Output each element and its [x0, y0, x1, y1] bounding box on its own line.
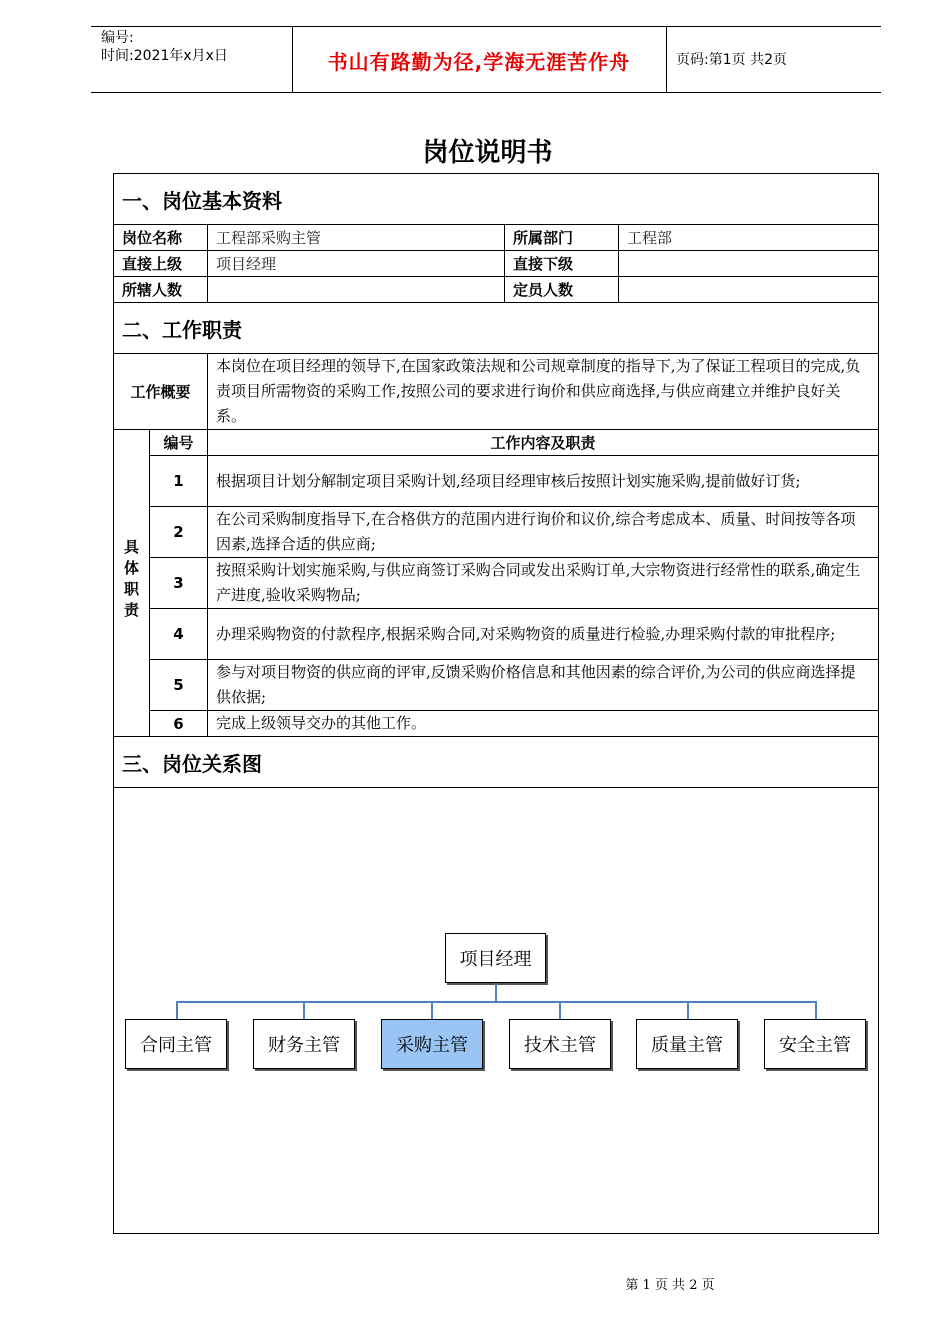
value-position-name: 工程部采购主管 — [208, 225, 505, 251]
duty-number: 1 — [150, 456, 208, 507]
org-connector — [176, 1001, 178, 1019]
value-staff-count — [208, 277, 505, 303]
org-connector — [495, 983, 497, 1002]
duty-number: 3 — [150, 558, 208, 609]
duty-number: 4 — [150, 609, 208, 660]
label-headcount: 定员人数 — [505, 277, 619, 303]
page-title: 岗位说明书 — [422, 138, 553, 168]
org-connector — [815, 1001, 817, 1019]
org-box-safety: 安全主管 — [764, 1019, 866, 1069]
duty-number: 2 — [150, 507, 208, 558]
org-box-top: 项目经理 — [445, 933, 546, 983]
duty-text: 在公司采购制度指导下,在合格供方的范围内进行询价和议价,综合考虑成本、质量、时间按等各项因素,选择合适的供应商; — [208, 507, 879, 558]
org-box-quality: 质量主管 — [636, 1019, 738, 1069]
duties-label-cell — [114, 430, 150, 737]
org-chart-area — [114, 788, 879, 1234]
overview-label: 工作概要 — [114, 354, 208, 430]
org-box-procurement: 采购主管 — [381, 1019, 483, 1069]
section2-heading: 二、工作职责 — [114, 303, 879, 354]
org-box-technical: 技术主管 — [509, 1019, 611, 1069]
org-connector — [687, 1001, 689, 1019]
header-date-label: 时间:2021年x月x日 — [101, 48, 228, 64]
col-header-number: 编号 — [150, 430, 208, 456]
page-footer: 第 1 页 共 2 页 — [625, 1278, 715, 1293]
col-header-content: 工作内容及职责 — [208, 430, 879, 456]
duty-text: 办理采购物资的付款程序,根据采购合同,对采购物资的质量进行检验,办理采购付款的审批程序; — [208, 609, 879, 660]
header-number-label: 编号: — [101, 30, 134, 46]
header-motto: 书山有路勤为径,学海无涯苦作舟 — [327, 50, 631, 74]
label-staff-count: 所辖人数 — [114, 277, 208, 303]
section3-heading: 三、岗位关系图 — [114, 737, 879, 788]
duty-number: 6 — [150, 711, 208, 737]
duty-text: 根据项目计划分解制定项目采购计划,经项目经理审核后按照计划实施采购,提前做好订货; — [208, 456, 879, 507]
header-bottom-rule — [91, 92, 881, 93]
org-connector — [303, 1001, 305, 1019]
label-position-name: 岗位名称 — [114, 225, 208, 251]
job-description-table — [113, 173, 879, 1234]
duty-text: 按照采购计划实施采购,与供应商签订采购合同或发出采购订单,大宗物资进行经常性的联系,确定生产进度,验收采购物品; — [208, 558, 879, 609]
value-department: 工程部 — [619, 225, 879, 251]
org-connector — [176, 1001, 817, 1003]
org-connector — [431, 1001, 433, 1019]
duty-number: 5 — [150, 660, 208, 711]
label-direct-superior: 直接上级 — [114, 251, 208, 277]
label-direct-subordinate: 直接下级 — [505, 251, 619, 277]
header-page-info: 页码:第1页 共2页 — [676, 52, 787, 68]
value-direct-subordinate — [619, 251, 879, 277]
header-top-rule — [91, 26, 881, 27]
header-divider — [666, 26, 667, 93]
section1-heading: 一、岗位基本资料 — [114, 174, 879, 225]
org-box-finance: 财务主管 — [253, 1019, 355, 1069]
org-connector — [559, 1001, 561, 1019]
duty-text: 完成上级领导交办的其他工作。 — [208, 711, 879, 737]
org-box-contract: 合同主管 — [125, 1019, 227, 1069]
value-direct-superior: 项目经理 — [208, 251, 505, 277]
value-headcount — [619, 277, 879, 303]
duties-label: 具体职责 — [122, 539, 140, 623]
duty-text: 参与对项目物资的供应商的评审,反馈采购价格信息和其他因素的综合评价,为公司的供应商选择提供依据; — [208, 660, 879, 711]
overview-text: 本岗位在项目经理的领导下,在国家政策法规和公司规章制度的指导下,为了保证工程项目的完成,负责项目所需物资的采购工作,按照公司的要求进行询价和供应商选择,与供应商建立并维护良好关系。 — [208, 354, 879, 430]
label-department: 所属部门 — [505, 225, 619, 251]
